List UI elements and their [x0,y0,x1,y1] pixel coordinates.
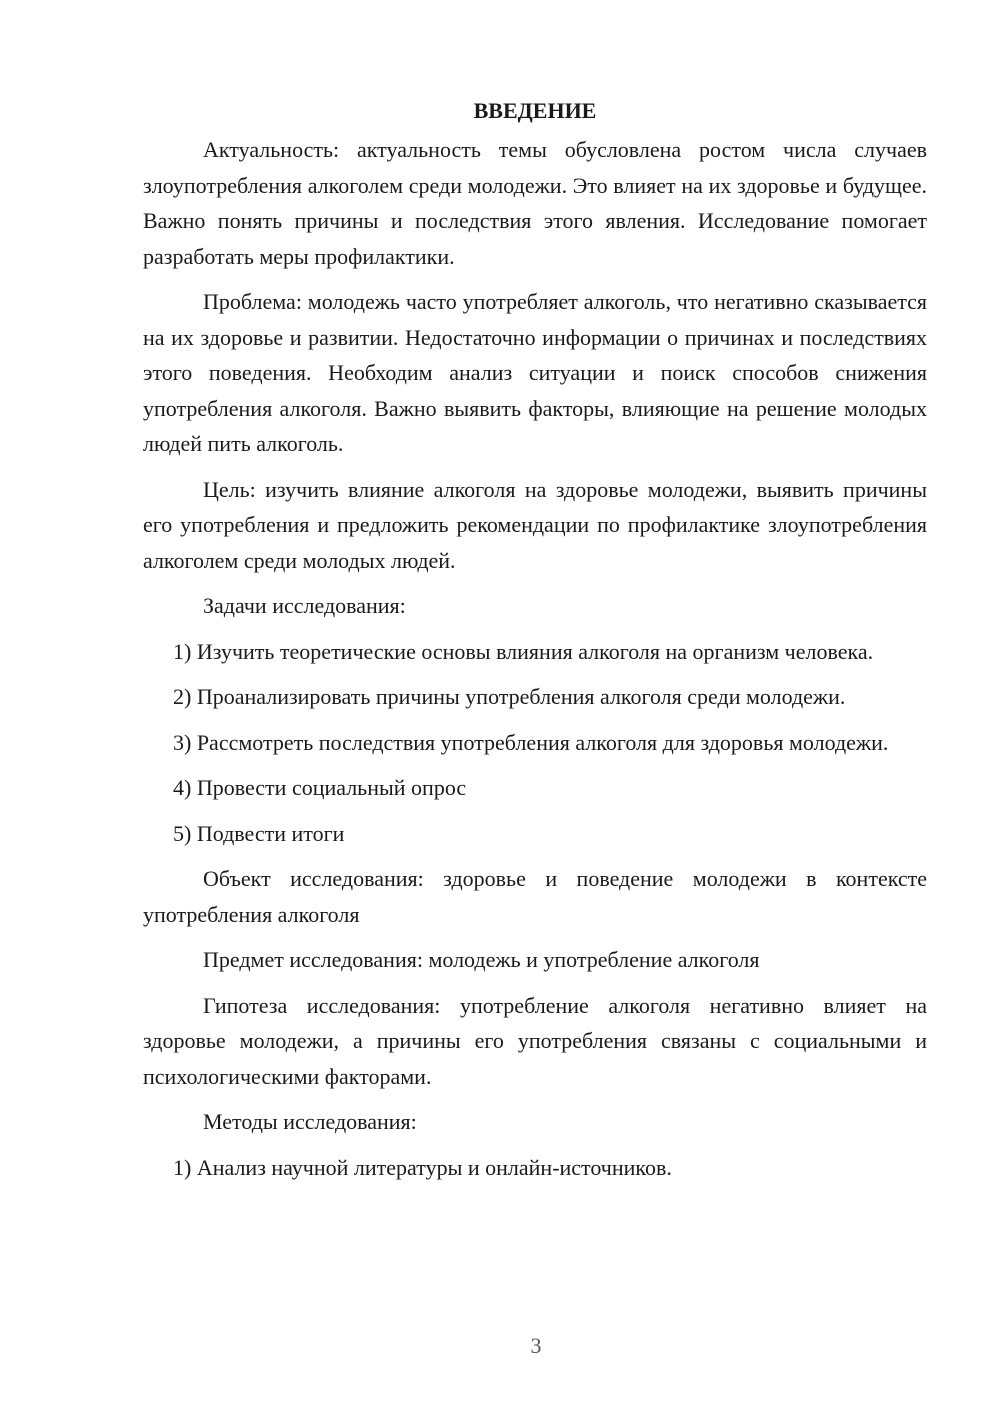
page-number: 3 [530,1333,542,1358]
paragraph-relevance: Актуальность: актуальность темы обусловлена ростом числа случаев злоупотребления алкоголем среди молодежи. Это влияет на их здоровье и будущее. Важно понять причины и последствия этого явления. Исследование помогает разработать меры профилактики. [143,137,927,269]
paragraph-subject: Предмет исследования: молодежь и употребление алкоголя [203,947,760,972]
task-item-1: 1) Изучить теоретические основы влияния алкоголя на организм человека. [173,638,874,664]
paragraph-goal: Цель: изучить влияние алкоголя на здоровье молодежи, выявить причины его употребления и предложить рекомендации по профилактике злоупотребления алкоголем среди молодых людей. [143,476,927,573]
task-item-3: 3) Рассмотреть последствия употребления алкоголя для здоровья молодежи. [173,729,889,755]
task-item-2: 2) Проанализировать причины употребления алкоголя среди молодежи. [173,684,846,709]
paragraph-tasks-heading: Задачи исследования: [203,593,406,618]
task-item-4: 4) Провести социальный опрос [173,775,467,800]
paragraph-methods-heading: Методы исследования: [203,1109,417,1134]
task-item-5: 5) Подвести итоги [173,820,345,846]
paragraph-object: Объект исследования: здоровье и поведение молодежи в контексте употребления алкоголя [143,866,927,927]
method-item-1: 1) Анализ научной литературы и онлайн-источников. [173,1154,672,1180]
paragraph-problem: Проблема: молодежь часто употребляет алкоголь, что негативно сказывается на их здоровье и развитии. Недостаточно информации о причинах и последствиях этого поведения. Необходим анализ ситуации и поиск способов снижения употребления алкоголя. Важно выявить факторы, влияющие на решение молодых людей пить алкоголь. [143,289,927,456]
document-body [143,96,927,1195]
section-heading: ВВЕДЕНИЕ [473,98,597,123]
paragraph-hypothesis: Гипотеза исследования: употребление алкоголя негативно влияет на здоровье молодежи, а причины его употребления связаны с социальными и психологическими факторами. [143,992,927,1089]
